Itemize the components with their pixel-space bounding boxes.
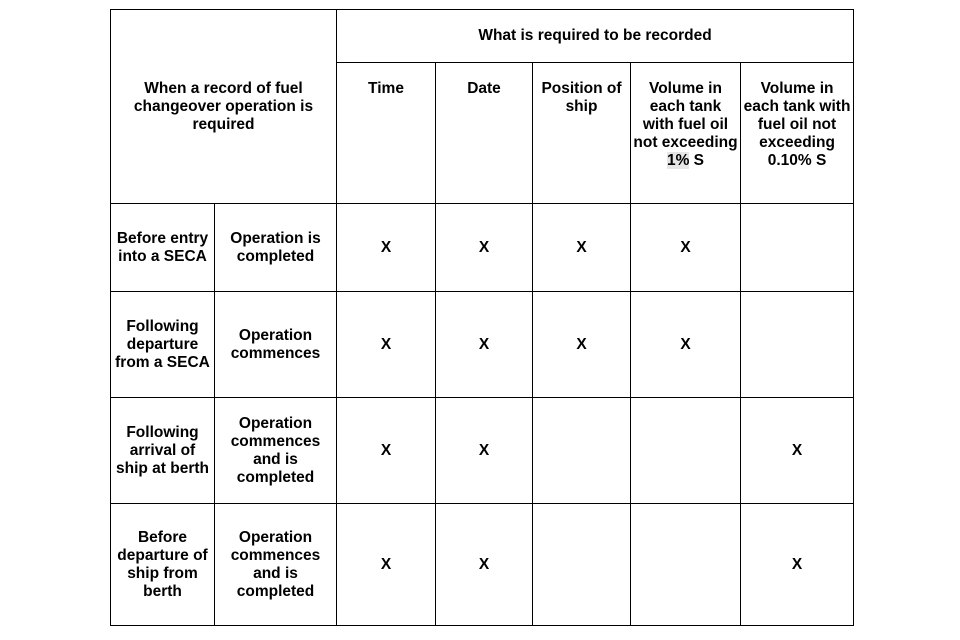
cell-date-mark: X xyxy=(436,398,533,504)
cell-operation: Operation is completed xyxy=(215,204,337,292)
cell-date-mark: X xyxy=(436,292,533,398)
cell-position-mark xyxy=(533,398,631,504)
cell-time-mark: X xyxy=(337,398,436,504)
col-header-volume-010pct: Volume in each tank with fuel oil not exceeding 0.10% S xyxy=(741,63,854,204)
cell-time-mark: X xyxy=(337,292,436,398)
highlighted-text: 1% xyxy=(666,152,690,169)
cell-volume-1pct-mark xyxy=(631,504,741,626)
cell-volume-010pct-mark xyxy=(741,204,854,292)
col-header-volume-1pct-suffix: S xyxy=(689,152,705,169)
cell-volume-1pct-mark: X xyxy=(631,292,741,398)
cell-when: Before entry into a SECA xyxy=(111,204,215,292)
cell-date-mark: X xyxy=(436,504,533,626)
col-header-volume-1pct-text: Volume in each tank with fuel oil not exceeding xyxy=(633,80,738,151)
col-header-date: Date xyxy=(436,63,533,204)
table-row xyxy=(111,504,854,626)
corner-header xyxy=(111,10,337,204)
cell-time-mark: X xyxy=(337,204,436,292)
corner-header-text: When a record of fuel changeover operation is required xyxy=(133,79,314,133)
table-row xyxy=(111,398,854,504)
cell-operation: Operation commences and is completed xyxy=(215,504,337,626)
cell-when: Following arrival of ship at berth xyxy=(111,398,215,504)
col-header-time: Time xyxy=(337,63,436,204)
col-header-volume-1pct xyxy=(631,63,741,204)
cell-position-mark: X xyxy=(533,292,631,398)
group-header xyxy=(337,10,854,63)
cell-volume-010pct-mark: X xyxy=(741,504,854,626)
cell-position-mark: X xyxy=(533,204,631,292)
table-row xyxy=(111,292,854,398)
cell-volume-1pct-mark: X xyxy=(631,204,741,292)
cell-operation: Operation commences xyxy=(215,292,337,398)
col-header-position: Position of ship xyxy=(533,63,631,204)
cell-volume-010pct-mark: X xyxy=(741,398,854,504)
table-row xyxy=(111,204,854,292)
cell-volume-1pct-mark xyxy=(631,398,741,504)
group-header-text: What is required to be recorded xyxy=(478,27,712,44)
fuel-changeover-record-table xyxy=(110,9,854,626)
cell-date-mark: X xyxy=(436,204,533,292)
cell-when: Following departure from a SECA xyxy=(111,292,215,398)
cell-time-mark: X xyxy=(337,504,436,626)
cell-volume-010pct-mark xyxy=(741,292,854,398)
cell-when: Before departure of ship from berth xyxy=(111,504,215,626)
cell-position-mark xyxy=(533,504,631,626)
cell-operation: Operation commences and is completed xyxy=(215,398,337,504)
